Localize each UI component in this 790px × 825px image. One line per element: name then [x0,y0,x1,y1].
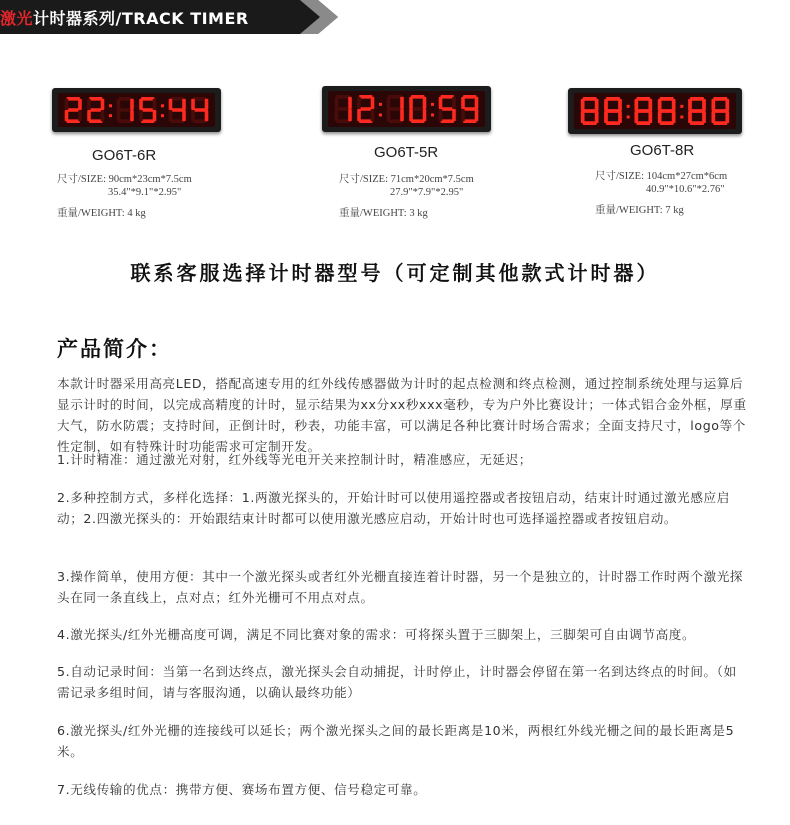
led-segment [359,119,373,123]
led-segment [636,109,650,113]
led-segment [130,110,134,121]
led-segment [725,111,729,123]
contact-service-heading: 联系客服选择计时器型号（可定制其他款式计时器） [130,261,660,285]
led-segment [89,108,103,112]
feature-item: 3.操作简单，使用方便：其中一个激光探头或者红外光栅直接连着计时器，另一个是独立的，计时器工作时两个激光探头在同一条直线上，点对点；红外光栅可不用点对点。 [57,569,744,605]
led-segment [337,95,351,99]
led-segment [67,108,81,112]
led-segment [713,97,727,101]
led-segment [411,107,425,111]
led-segment [713,109,727,113]
led-segment [191,110,195,121]
led-segment [595,99,599,111]
led-colon-dot [627,105,630,108]
led-segment [618,99,622,111]
led-segment [660,109,674,113]
led-segment [713,121,727,125]
model-name: GO6T-6R [92,147,157,164]
feature-item: 6.激光探头/红外光栅的连接线可以延长；两个激光探头之间的最长距离是10米，两根红外线光栅之间的最长距离是5米。 [57,723,735,759]
model-name: GO6T-8R [630,142,695,159]
led-segment [389,119,403,123]
led-segment [78,110,82,121]
led-segment [65,99,69,110]
led-segment [387,97,391,109]
led-segment [337,119,351,123]
led-segment [688,111,692,123]
led-segment [371,97,375,109]
led-colon-dot [431,103,434,106]
led-segment [672,99,676,111]
led-segment [452,97,456,109]
led-segment [335,97,339,109]
led-segment [441,95,455,99]
led-segment [702,99,706,111]
led-segment [117,110,121,121]
led-segment [335,109,339,121]
led-segment [461,109,465,121]
led-segment [89,119,103,123]
led-segment [461,97,465,109]
led-segment [636,121,650,125]
led-segment [359,107,373,111]
led-colon-dot [379,103,382,106]
led-colon-dot [161,104,164,107]
led-segment [690,109,704,113]
led-colon-dot [161,114,164,117]
weight-spec: 重量/WEIGHT: 7 kg [595,205,684,216]
led-segment [193,108,207,112]
feature-item: 4.激光探头/红外光栅高度可调，满足不同比赛对象的需求：可将探头置于三脚架上，三脚架可自由调节高度。 [57,627,696,642]
led-segment [441,119,455,123]
led-segment [581,111,585,123]
led-segment [702,111,706,123]
led-segment [690,121,704,125]
led-segment [409,109,413,121]
led-colon-dot [379,113,382,116]
led-segment [67,119,81,123]
led-segment [141,108,155,112]
feature-item: 1.计时精准：通过激光对射，红外线等光电开关来控制计时，精准感应，无延迟； [57,452,532,467]
size-spec: 尺寸/SIZE: 104cm*27cm*6cm [595,171,728,182]
led-segment [357,109,361,121]
led-segment [153,110,157,121]
led-segment [400,97,404,109]
intro-title: 产品简介： [57,337,172,361]
led-segment [182,99,186,110]
led-segment [371,109,375,121]
title-accent: 激光 [0,9,34,28]
led-segment [119,97,133,101]
led-colon-dot [109,114,112,117]
led-colon-dot [680,115,683,118]
size-spec: 尺寸/SIZE: 71cm*20cm*7.5cm [339,174,474,185]
led-segment [658,111,662,123]
led-segment [441,107,455,111]
led-segment [618,111,622,123]
led-segment [475,109,479,121]
led-segment [130,99,134,110]
weight-spec: 重量/WEIGHT: 3 kg [339,208,428,219]
led-segment [636,97,650,101]
size-inch-spec: 40.9"*10.6"*2.76" [646,184,725,195]
led-segment [423,109,427,121]
led-colon-dot [680,105,683,108]
led-segment [409,97,413,109]
led-segment [583,97,597,101]
led-segment [139,110,143,121]
led-segment [604,111,608,123]
led-segment [359,95,373,99]
led-segment [141,97,155,101]
led-segment [87,110,91,121]
led-segment [171,97,185,101]
intro-paragraph: 本款计时器采用高亮LED，搭配高速专用的红外线传感器做为计时的起点检测和终点检测，通过控制系统处理与运算后显示计时的时间，以完成高精度的计时，显示结果为xx分xx秒xxx毫秒，专为户外比赛设计；一体式铝合金外框，厚重大气，防水防震；支持时间，正倒计时，秒表，功能丰富，可以满足各种比赛计时场合需求；全面支持尺寸，logo等个性定制，如有特殊计时功能需求可定制开发。 [57,376,747,454]
led-segment [411,119,425,123]
led-segment [463,119,477,123]
led-segment [357,97,361,109]
led-segment [389,95,403,99]
feature-item: 7.无线传输的优点：携带方便、赛场布置方便、信号稳定可靠。 [57,782,427,797]
led-segment [117,99,121,110]
led-segment [348,97,352,109]
led-colon-dot [627,115,630,118]
led-segment [205,99,209,110]
led-segment [400,109,404,121]
led-segment [658,99,662,111]
led-segment [581,99,585,111]
header-banner [0,0,345,34]
led-segment [690,97,704,101]
led-segment [389,107,403,111]
led-segment [119,119,133,123]
led-segment [725,99,729,111]
led-segment [87,99,91,110]
led-segment [711,99,715,111]
size-spec: 尺寸/SIZE: 90cm*23cm*7.5cm [57,174,192,185]
led-segment [475,97,479,109]
led-segment [169,110,173,121]
led-segment [606,121,620,125]
led-segment [101,99,105,110]
led-segment [452,109,456,121]
led-segment [583,109,597,113]
led-timer-display [322,86,491,132]
led-segment [169,99,173,110]
led-digits [574,93,736,129]
led-colon-dot [431,113,434,116]
led-segment [711,111,715,123]
led-segment [153,99,157,110]
led-timer-display [52,88,221,132]
led-segment [439,109,443,121]
feature-item: 2.多种控制方式，多样化选择：1.两激光探头的，开始计时可以使用遥控器或者按钮启动，结束计时通过激光感应启动；2.四激光探头的：开始跟结束计时都可以使用激光感应启动，开始计时也可选择遥控器或者按钮启动。 [57,490,730,526]
led-segment [660,121,674,125]
led-segment [583,121,597,125]
led-segment [595,111,599,123]
size-inch-spec: 35.4"*9.1"*2.95" [108,187,182,198]
led-segment [119,108,133,112]
led-segment [139,99,143,110]
title-rest: 计时器系列/TRACK TIMER [33,9,249,28]
led-segment [89,97,103,101]
led-segment [65,110,69,121]
led-segment [348,109,352,121]
model-name: GO6T-5R [374,144,439,161]
led-digits [328,91,485,127]
led-segment [439,97,443,109]
led-segment [411,95,425,99]
led-segment [648,99,652,111]
led-segment [191,99,195,110]
led-segment [660,97,674,101]
led-segment [67,97,81,101]
feature-item: 5.自动记录时间：当第一名到达终点，激光探头会自动捕捉，计时停止，计时器会停留在第一名到达终点的时间。（如需记录多组时间，请与客服沟通，以确认最终功能） [57,664,737,700]
page-title [0,6,249,29]
led-segment [648,111,652,123]
led-segment [193,119,207,123]
led-segment [606,97,620,101]
led-segment [463,95,477,99]
led-segment [688,99,692,111]
led-segment [387,109,391,121]
led-segment [78,99,82,110]
led-segment [672,111,676,123]
led-colon-dot [109,104,112,107]
led-segment [171,119,185,123]
led-segment [182,110,186,121]
led-timer-display [568,88,742,134]
led-segment [634,111,638,123]
led-segment [634,99,638,111]
led-segment [171,108,185,112]
led-segment [604,99,608,111]
led-segment [606,109,620,113]
led-segment [141,119,155,123]
led-segment [205,110,209,121]
weight-spec: 重量/WEIGHT: 4 kg [57,208,146,219]
led-segment [337,107,351,111]
led-segment [463,107,477,111]
led-segment [101,110,105,121]
size-inch-spec: 27.9"*7.9"*2.95" [390,187,464,198]
led-segment [423,97,427,109]
led-segment [193,97,207,101]
led-digits [58,93,215,127]
